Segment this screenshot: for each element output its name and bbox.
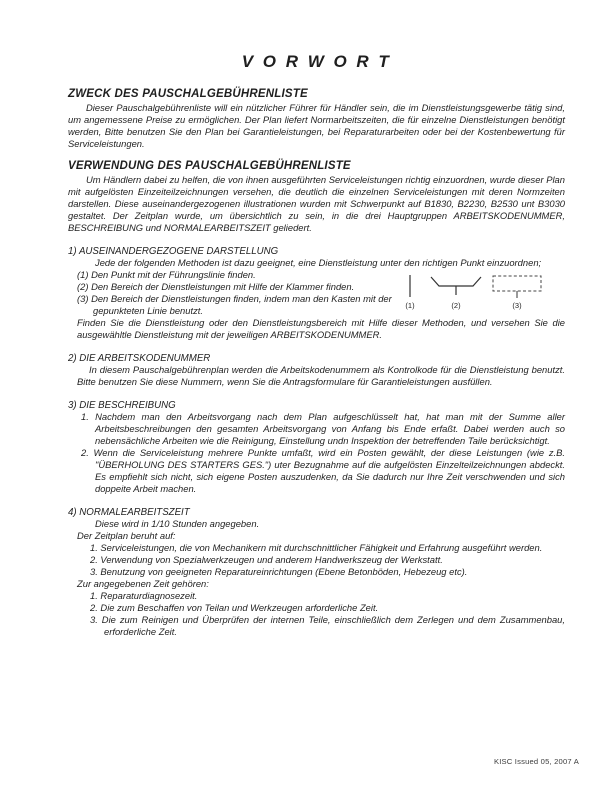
- dashed-box-icon: [493, 276, 541, 291]
- locating-methods-figure: [398, 274, 550, 314]
- section-zweck: [68, 88, 565, 150]
- zeit-gehoeren-item-1: 1. Reparaturdiagnosezeit.: [90, 590, 198, 601]
- zeitplan-basis-item-2: 2. Verwendung von Spezialwerkzeugen und anderem Handwerkszeug der Werkstatt.: [90, 554, 443, 565]
- section-arbeitskodenummer-heading: 2) DIE ARBEITSKODENUMMER: [68, 353, 211, 364]
- section-verwendung-body: Um Händlern dabei zu helfen, die von ihnen ausgeführten Serviceleistungen richtig einzuordnen, wurde dieser Plan mit aufgelösten Einzeiteilzeichnungen versehen, die deutlich die einzelnen Serviceleistungen mit deren Normzeiten darstellen. Diese auseinandergezogenen illustrationen wurden mit Schwerpunkt auf B1830, B2230, B2530 unt B3030 gestaltet. Der Zeitplan wurde, um übersichtlich zu sein, in die drei Hauptgruppen ARBEITSKODENUMMER, BESCHREIBUNG und NORMALEARBEITSZEIT geliedert.: [68, 174, 565, 233]
- section-arbeitskodenummer: [68, 353, 565, 388]
- section-verwendung-heading: VERWENDUNG DES PAUSCHALGEBÜHRENLISTE: [68, 160, 351, 172]
- method-item-1: (1) Den Punkt mit der Führungslinie finden.: [77, 269, 256, 280]
- footer-issue-note: KISC Issued 05, 2007 A: [493, 757, 579, 766]
- zeitplan-basis-list: [77, 542, 565, 578]
- section-beschreibung-heading: 3) DIE BESCHREIBUNG: [68, 400, 176, 411]
- section-darstellung-heading: 1) AUSEINANDERGEZOGENE DARSTELLUNG: [68, 246, 279, 257]
- section-zweck-heading: ZWECK DES PAUSCHALGEBÜHRENLISTE: [68, 88, 308, 100]
- figure-label-2: (2): [451, 301, 461, 310]
- normalearbeitszeit-line1: Diese wird in 1/10 Stunden angegeben.: [95, 518, 260, 529]
- section-verwendung: [68, 160, 565, 234]
- figure-label-3: (3): [512, 301, 522, 310]
- locating-methods-diagram: [398, 274, 550, 314]
- section-darstellung-intro: Jede der folgenden Methoden ist dazu geeignet, eine Dienstleistung unter den richtigen Punkt einzuordnen;: [95, 257, 542, 268]
- figure-label-1: (1): [405, 301, 415, 310]
- zeitplan-basis-item-1: 1. Serviceleistungen, die von Mechanikern mit durchschnittlicher Fähigkeit und Erfahrung ausgeführt werden.: [90, 542, 543, 553]
- beschreibung-item-2: 2. Wenn die Serviceleistung mehrere Punkte umfaßt, wird ein Posten gewählt, der diese Leistungen (wie z.B. "ÜBERHOLUNG DES STARTERS GES.") uter Bezugnahme auf die aufgelösten Einzelteilzeichnungen abdeckt. Es empfiehlt sich nicht, sich eigene Posten auszudenken, da Sie dadurch nur Ihre Zeit verschwenden und sich doppeite Arbeit machen.: [81, 447, 565, 494]
- method-item-2: (2) Den Bereich der Dienstleistungen mit Hilfe der Klammer finden.: [77, 281, 355, 292]
- section-normalearbeitszeit-heading: 4) NORMALEARBEITSZEIT: [68, 507, 190, 518]
- page-content: [68, 44, 565, 638]
- normalearbeitszeit-line2: Der Zeitplan beruht auf:: [77, 530, 176, 541]
- bracket-icon: [431, 277, 481, 295]
- zeitplan-basis-item-3: 3. Benutzung von geeigneten Reparatureinrichtungen (Ebene Betonböden, Hebezeug etc).: [90, 566, 468, 577]
- section-normalearbeitszeit: [68, 507, 565, 638]
- method-list: [77, 269, 399, 317]
- page-title: V O R W O R T: [241, 52, 392, 71]
- section-beschreibung: [68, 400, 565, 495]
- zeit-gehoeren-item-3: 3. Die zum Reinigen und Überprüfen der internen Teile, einschließlich dem Zerlegen und dem Zusammenbau, erforderliche Zeit.: [90, 614, 565, 637]
- section-arbeitskodenummer-body: In diesem Pauschalgebührenplan werden die Arbeitskodenummern als Kontrolkode für die Dienstleistung benutzt. Bitte benutzen Sie diese Nummern, wenn Sie die Antragsformulare für Garantieleistungen ausfüllen.: [77, 364, 565, 387]
- section-zweck-body: Dieser Pauschalgebührenliste will ein nützlicher Führer für Händler sein, die im Dienstleistungsgewerbe tätig sind, um angemessene Preise zu ermöglichen. Der Plan liefert Normarbeitszeiten, die für einzelne Dienstleistungen benötigt werden, Bitte benutzen Sie den Plan bei Garantieleistungen, bei Reparaturarbeiten oder bei der Kostenbewertung für Serviceleistungen.: [68, 102, 565, 149]
- normalearbeitszeit-line3: Zur angegebenen Zeit gehören:: [77, 578, 209, 589]
- zeit-gehoeren-item-2: 2. Die zum Beschaffen von Teilan und Werkzeugen arforderliche Zeit.: [90, 602, 379, 613]
- beschreibung-item-1: 1. Nachdem man den Arbeitsvorgang nach dem Plan aufgeschlüsselt hat, hat man mit der Summe aller Arbeitsbeschreibungen den gesamten Arbeitsvorgang von Anfang bis Ende erfaßt. Dabei werden auch so nebensächliche Arbeiten wie die Reinigung, Einstellung undn Inspektion der betreffenden Taile berücksichtigt.: [81, 411, 565, 446]
- section-darstellung-outro: Finden Sie die Dienstleistung oder den Dienstleistungsbereich mit Hilfe dieser Methoden, und versehen Sie die ausgewähltle Dienstleistung mit der jeweiligen ARBEITSKODENUMMER.: [77, 317, 565, 340]
- method-item-3: (3) Den Bereich der Dienstleistungen finden, indem man den Kasten mit der gepunkteten Linie benutzt.: [77, 293, 392, 316]
- zeit-gehoeren-list: [77, 590, 565, 638]
